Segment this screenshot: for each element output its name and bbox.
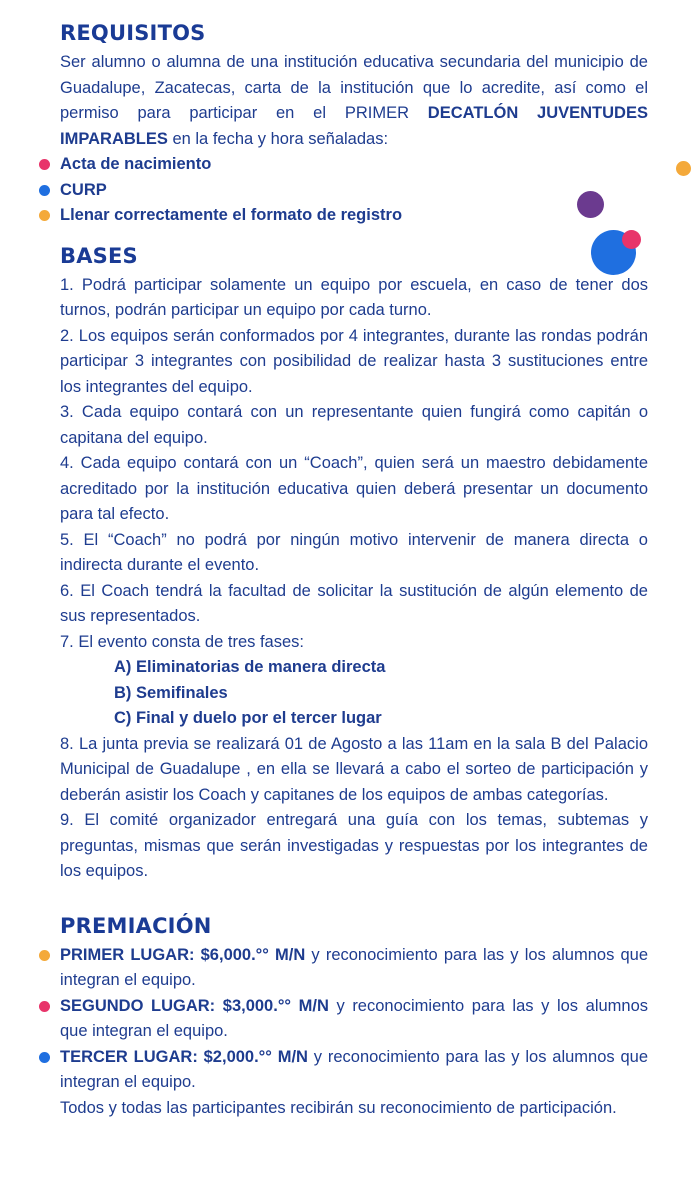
prize-description: y reconocimiento para las y los alumnos que integran el equipo. (60, 1047, 648, 1091)
base-rule-9: 9. El comité organizador entregará una guía con los temas, subtemas y preguntas, mismas que serán investigadas y respuestas por los integrantes de los equipos. (60, 811, 648, 880)
requisitos-text-start: Ser alumno o alumna de una institución educativa secundaria del municipio de Guadalupe, Zacatecas, carta de la institución que lo acredite, así como el permiso para participar en el PRIMER (60, 53, 648, 122)
base-rule-3: 3. Cada equipo contará con un representante quien fungirá como capitán o capitana del equipo. (60, 403, 648, 447)
premiacion-heading: PREMIACIÓN (60, 913, 212, 938)
prize-description: y reconocimiento para las y los alumnos que integran el equipo. (60, 945, 648, 989)
requisito-item (60, 178, 648, 204)
orange-bullet-icon (39, 950, 50, 961)
premiacion-section (60, 913, 648, 1122)
base-rule-1: 1. Podrá participar solamente un equipo por escuela, en caso de tener dos turnos, podrán participar un equipo por cada turno. (60, 275, 648, 319)
prize-label: TERCER LUGAR: $2,000.°° M/N (60, 1047, 308, 1066)
decor-circle-orange (676, 161, 691, 176)
base-rule-4: 4. Cada equipo contará con un “Coach”, quien será un maestro debidamente acreditado por la institución educativa quien deberá presentar un documento para tal efecto. (60, 454, 648, 523)
blue-bullet-icon (39, 185, 50, 196)
content-column (60, 20, 648, 1121)
phase-item: B) Semifinales (114, 683, 228, 702)
blue-bullet-icon (39, 1052, 50, 1063)
base-rule-5: 5. El “Coach” no podrá por ningún motivo intervenir de manera directa o indirecta durante el evento. (60, 530, 648, 574)
base-rule-6: 6. El Coach tendrá la facultad de solicitar la sustitución de algún elemento de sus representados. (60, 581, 648, 625)
prize-label: PRIMER LUGAR: $6,000.°° M/N (60, 945, 306, 964)
requisitos-paragraph (60, 50, 648, 152)
premiacion-closing: Todos y todas las participantes recibirán su reconocimiento de participación. (60, 1098, 617, 1117)
requisitos-event-name: DECATLÓN JUVENTUDES IMPARABLES (60, 104, 648, 148)
requisito-item (60, 152, 648, 178)
prize-label: SEGUNDO LUGAR: $3,000.°° M/N (60, 996, 329, 1015)
requisito-item-label: Llenar correctamente el formato de registro (60, 206, 403, 224)
base-rule-7: 7. El evento consta de tres fases: (60, 632, 304, 651)
requisito-item-label: CURP (60, 180, 107, 199)
requisitos-heading: REQUISITOS (60, 21, 206, 45)
requisitos-text-end: en la fecha y hora señaladas: (167, 129, 389, 148)
requisitos-section (60, 20, 648, 229)
prize-item (60, 1045, 648, 1096)
pink-bullet-icon (39, 1001, 50, 1012)
bases-section (60, 243, 648, 885)
orange-bullet-icon (39, 210, 50, 221)
bases-heading: BASES (60, 243, 138, 268)
prize-item (60, 994, 648, 1045)
base-rule-8: 8. La junta previa se realizará 01 de Agosto a las 11am en la sala B del Palacio Municipal de Guadalupe , en ella se llevará a cabo el sorteo de participación y deberán asistir los Coach y capitanes de los equipos de ambas categorías. (60, 734, 648, 804)
pink-bullet-icon (39, 159, 50, 170)
phase-item: A) Eliminatorias de manera directa (114, 658, 386, 676)
prize-description: y reconocimiento para las y los alumnos que integran el equipo. (60, 996, 649, 1040)
phase-item: C) Final y duelo por el tercer lugar (114, 709, 382, 727)
requisito-item-label: Acta de nacimiento (60, 155, 212, 173)
base-rule-2: 2. Los equipos serán conformados por 4 integrantes, durante las rondas podrán participar 3 integrantes con posibilidad de realizar hasta 3 sustituciones entre los integrantes del equipo. (60, 326, 648, 396)
prize-item (60, 943, 648, 994)
requisito-item (60, 203, 648, 229)
